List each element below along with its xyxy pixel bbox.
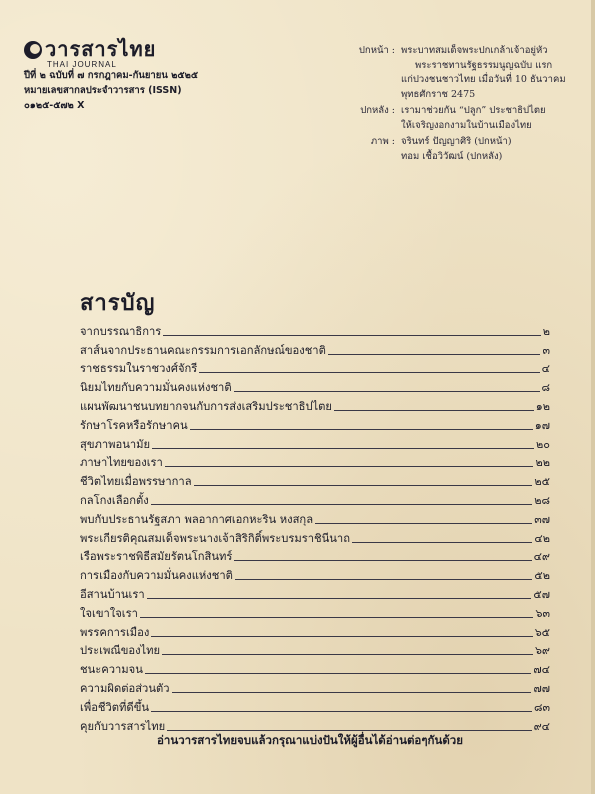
journal-logo [24, 38, 156, 69]
toc-entry-page: ๗๗ [533, 681, 550, 695]
toc-entry-page: ๒๒ [535, 456, 550, 470]
toc-entry-title: ชีวิตไทยเมื่อพรรษากาล [80, 475, 192, 489]
toc-entry [80, 452, 550, 471]
toc-entry [80, 621, 550, 640]
toc-entry [80, 376, 550, 395]
toc-entry [80, 546, 550, 565]
toc-entry [80, 414, 550, 433]
toc-entry-title: อีสานบ้านเรา [80, 587, 145, 601]
toc-entry-page: ๔ [541, 362, 550, 376]
toc-entry-title: สุขภาพอนามัย [80, 437, 151, 451]
toc-entry-page: ๒ [542, 324, 550, 338]
toc-entry-title: สาส์นจากประธานคณะกรรมการเอกลักษณ์ของชาติ [80, 343, 326, 357]
toc-entry-page: ๕๗ [533, 587, 550, 601]
credit-line: แก่ปวงชนชาวไทย เมื่อวันที่ 10 ธันวาคม [401, 74, 566, 85]
toc-entry-page: ๖๙ [534, 644, 550, 658]
toc-entry-title: กลโกงเลือกตั้ง [80, 493, 149, 507]
credit-front-cover [331, 44, 595, 102]
toc-entry-title: เรือพระราชพิธีสมัยรัตนโกสินทร์ [80, 550, 233, 564]
cover-credits [331, 44, 595, 166]
toc-entry-title: รักษาโรคหรือรักษาคน [80, 418, 188, 432]
credit-line: จรินทร์ ปัญญาศิริ (ปกหน้า) [401, 136, 512, 147]
toc-entry [80, 320, 550, 339]
toc-leader-line [328, 354, 541, 355]
toc-entry-page: ๗๔ [533, 663, 550, 677]
toc-entry-title: แผนพัฒนาชนบทยากจนกับการส่งเสริมประชาธิปไตย [80, 399, 332, 413]
issn-label: หมายเลขสากลประจำวารสาร (ISSN) [24, 85, 182, 96]
toc-entry [80, 508, 550, 527]
toc-leader-line [172, 692, 532, 693]
toc-leader-line [167, 730, 531, 731]
credit-line: พุทธศักราช 2475 [401, 88, 476, 100]
toc-leader-line [162, 654, 533, 655]
toc-entry-page: ๕๒ [534, 569, 550, 583]
issue-info: ปีที่ ๒ ฉบับที่ ๗ กรกฎาคม-กันยายน ๒๕๒๕ [24, 70, 199, 81]
table-of-contents [80, 320, 550, 734]
toc-leader-line [234, 560, 531, 561]
credit-label: ปกหน้า : [358, 45, 395, 56]
journal-name-english: THAI JOURNAL [47, 60, 117, 69]
logo-mark-icon [24, 41, 42, 59]
toc-entry-page: ๘๓ [533, 700, 550, 714]
toc-entry-title: ภาษาไทยของเรา [80, 456, 163, 470]
toc-entry-page: ๖๕ [534, 625, 550, 639]
toc-entry [80, 395, 550, 414]
toc-heading: สารบัญ [80, 291, 156, 316]
toc-entry-title: เพื่อชีวิตที่ดีขึ้น [80, 700, 149, 714]
toc-entry-title: ราชธรรมในราชวงศ์จักรี [80, 362, 198, 376]
credit-photos [331, 135, 595, 164]
toc-leader-line [165, 466, 534, 467]
toc-leader-line [151, 711, 532, 712]
journal-name-thai: วารสารไทย [45, 37, 157, 61]
toc-entry-title: พระเกียรติคุณสมเด็จพระนางเจ้าสิริกิติ์พระบรมราชินีนาถ [80, 531, 350, 545]
issn-number: ๐๑๒๕-๕๗๒ X [24, 100, 85, 111]
issue-meta [24, 68, 198, 113]
credit-line: พระราชทานรัฐธรรมนูญฉบับ แรก [415, 59, 553, 71]
toc-entry [80, 602, 550, 621]
toc-entry-title: ความผิดต่อส่วนตัว [80, 681, 170, 695]
toc-entry-title: คุยกับวารสารไทย [80, 719, 166, 733]
toc-entry-page: ๑๒ [535, 399, 550, 413]
toc-entry-title: ใจเขาใจเรา [80, 606, 138, 620]
toc-leader-line [235, 579, 533, 580]
toc-entry-page: ๒๘ [534, 493, 550, 507]
toc-entry [80, 433, 550, 452]
toc-leader-line [334, 410, 534, 411]
toc-leader-line [190, 429, 533, 430]
toc-entry-page: ๖๓ [535, 606, 550, 620]
credit-line: เรามาช่วยกัน “ปลูก” ประชาธิปไตย [401, 105, 546, 116]
toc-leader-line [194, 485, 533, 486]
toc-entry [80, 640, 550, 659]
toc-entry [80, 677, 550, 696]
toc-entry [80, 658, 550, 677]
toc-leader-line [163, 335, 540, 336]
toc-entry [80, 715, 550, 734]
toc-leader-line [352, 542, 532, 543]
credit-line: ทอม เชื้อวิวัฒน์ (ปกหลัง) [401, 150, 503, 162]
toc-leader-line [315, 523, 532, 524]
toc-entry-page: ๑๗ [534, 418, 550, 432]
toc-entry [80, 564, 550, 583]
toc-leader-line [152, 448, 534, 449]
toc-entry-page: ๔๒ [534, 531, 550, 545]
toc-leader-line [234, 391, 540, 392]
toc-leader-line [151, 636, 532, 637]
toc-entry [80, 583, 550, 602]
toc-entry [80, 489, 550, 508]
toc-leader-line [151, 504, 532, 505]
toc-entry [80, 339, 550, 358]
toc-leader-line [147, 598, 532, 599]
page-edge [591, 0, 595, 794]
toc-entry-title: นิยมไทยกับความมั่นคงแห่งชาติ [80, 381, 232, 395]
toc-entry-title: พรรคการเมือง [80, 625, 150, 639]
toc-entry-title: การเมืองกับความมั่นคงแห่งชาติ [80, 569, 233, 583]
toc-leader-line [145, 673, 532, 674]
toc-leader-line [199, 372, 539, 373]
credit-back-cover [331, 104, 595, 133]
toc-entry-page: ๒๕ [534, 475, 550, 489]
toc-entry-title: ชนะความจน [80, 663, 143, 677]
toc-entry-page: ๔๙ [533, 550, 550, 564]
toc-entry-title: พบกับประธานรัฐสภา พลอากาศเอกหะริน หงสกุล [80, 512, 314, 526]
toc-entry-page: ๘ [541, 381, 550, 395]
toc-entry-page: ๒๐ [536, 437, 550, 451]
toc-entry [80, 358, 550, 377]
footer-note: อ่านวารสารไทยจบแล้วกรุณาแบ่งปันให้ผู้อื่นได้อ่านต่อๆกันด้วย [156, 733, 463, 747]
toc-entry-page: ๓ [542, 343, 550, 357]
toc-entry [80, 696, 550, 715]
credit-line: ให้เจริญงอกงามในบ้านเมืองไทย [401, 119, 532, 131]
credit-line: พระบาทสมเด็จพระปกเกล้าเจ้าอยู่หัว [401, 45, 548, 56]
toc-entry-page: ๙๔ [533, 719, 550, 733]
toc-entry-title: ประเพณีของไทย [80, 644, 161, 658]
toc-leader-line [140, 617, 534, 618]
toc-entry-title: จากบรรณาธิการ [80, 324, 162, 338]
toc-entry [80, 470, 550, 489]
toc-entry-page: ๓๗ [534, 512, 550, 526]
toc-entry [80, 527, 550, 546]
credit-label: ภาพ : [370, 136, 395, 147]
credit-label: ปกหลัง : [360, 105, 395, 116]
